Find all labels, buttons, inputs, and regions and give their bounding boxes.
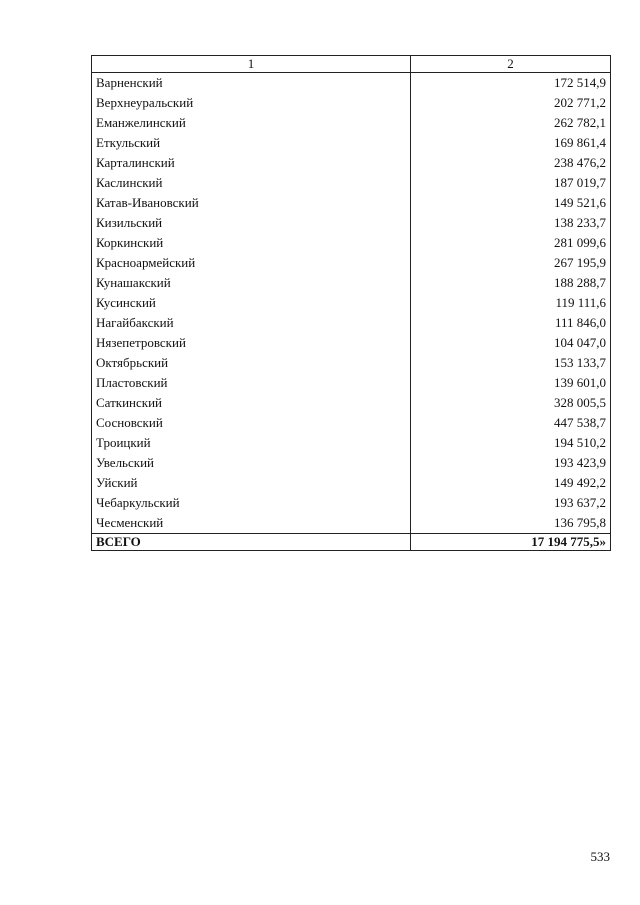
table-row (92, 93, 611, 113)
budget-table (91, 55, 611, 551)
district-name: Еткульский (92, 133, 411, 153)
district-value: 194 510,2 (411, 433, 611, 453)
table-row (92, 493, 611, 513)
table-row (92, 393, 611, 413)
district-value: 136 795,8 (411, 513, 611, 534)
district-value: 262 782,1 (411, 113, 611, 133)
district-name: Октябрьский (92, 353, 411, 373)
table-body (92, 73, 611, 551)
district-value: 104 047,0 (411, 333, 611, 353)
district-value: 138 233,7 (411, 213, 611, 233)
district-value: 149 492,2 (411, 473, 611, 493)
table-row (92, 253, 611, 273)
district-value: 172 514,9 (411, 73, 611, 94)
district-name: Чесменский (92, 513, 411, 534)
column-header-2: 2 (411, 56, 611, 73)
table-row (92, 133, 611, 153)
district-value: 139 601,0 (411, 373, 611, 393)
column-header-1: 1 (92, 56, 411, 73)
district-name: Еманжелинский (92, 113, 411, 133)
total-value: 17 194 775,5» (411, 534, 611, 551)
district-name: Верхнеуральский (92, 93, 411, 113)
district-name: Нагайбакский (92, 313, 411, 333)
district-value: 187 019,7 (411, 173, 611, 193)
district-name: Красноармейский (92, 253, 411, 273)
total-label: ВСЕГО (92, 534, 411, 551)
district-value: 447 538,7 (411, 413, 611, 433)
table-row (92, 113, 611, 133)
district-name: Кизильский (92, 213, 411, 233)
page-number: 533 (590, 849, 610, 864)
table-row (92, 453, 611, 473)
table-row (92, 333, 611, 353)
table-row (92, 473, 611, 493)
table-row (92, 193, 611, 213)
district-value: 119 111,6 (411, 293, 611, 313)
district-value: 149 521,6 (411, 193, 611, 213)
table-row (92, 213, 611, 233)
district-value: 328 005,5 (411, 393, 611, 413)
district-value: 169 861,4 (411, 133, 611, 153)
district-name: Чебаркульский (92, 493, 411, 513)
table-row (92, 173, 611, 193)
district-value: 193 423,9 (411, 453, 611, 473)
table-header-row (92, 56, 611, 73)
total-row (92, 534, 611, 551)
district-name: Сосновский (92, 413, 411, 433)
district-value: 281 099,6 (411, 233, 611, 253)
table-row (92, 373, 611, 393)
district-name: Каслинский (92, 173, 411, 193)
district-name: Кусинский (92, 293, 411, 313)
district-value: 111 846,0 (411, 313, 611, 333)
district-value: 267 195,9 (411, 253, 611, 273)
district-name: Троицкий (92, 433, 411, 453)
district-name: Нязепетровский (92, 333, 411, 353)
table-row (92, 313, 611, 333)
table-row (92, 433, 611, 453)
district-name: Карталинский (92, 153, 411, 173)
table-row (92, 513, 611, 534)
district-name: Варненский (92, 73, 411, 94)
table-row (92, 233, 611, 253)
table-row (92, 353, 611, 373)
district-value: 193 637,2 (411, 493, 611, 513)
district-name: Увельский (92, 453, 411, 473)
district-name: Саткинский (92, 393, 411, 413)
table-row (92, 73, 611, 94)
district-name: Коркинский (92, 233, 411, 253)
district-value: 188 288,7 (411, 273, 611, 293)
table-row (92, 153, 611, 173)
district-name: Пластовский (92, 373, 411, 393)
district-name: Катав-Ивановский (92, 193, 411, 213)
table-row (92, 413, 611, 433)
district-value: 238 476,2 (411, 153, 611, 173)
table-row (92, 293, 611, 313)
district-name: Уйский (92, 473, 411, 493)
district-value: 202 771,2 (411, 93, 611, 113)
district-name: Кунашакский (92, 273, 411, 293)
table-row (92, 273, 611, 293)
district-value: 153 133,7 (411, 353, 611, 373)
